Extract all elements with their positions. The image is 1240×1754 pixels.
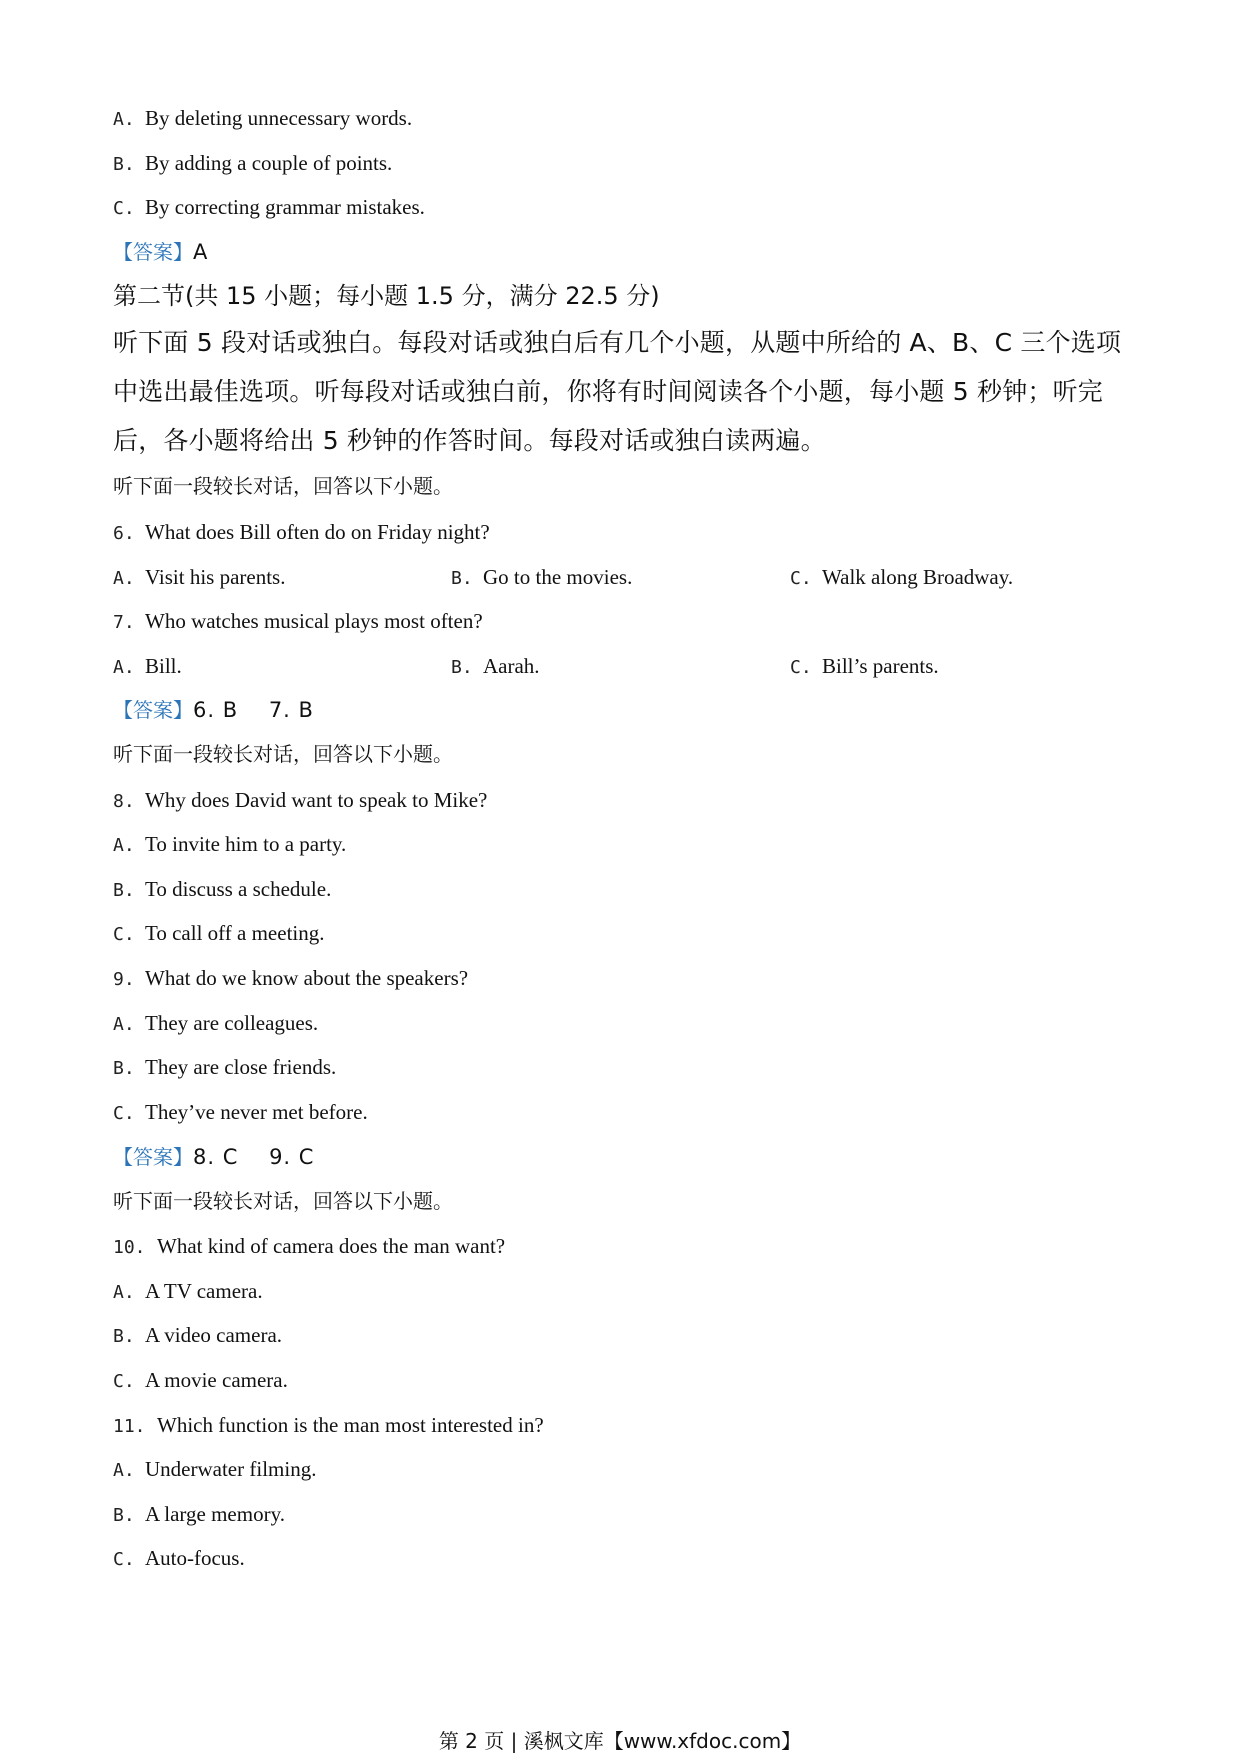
option-label: A.: [113, 835, 135, 856]
option-text: They are close friends.: [145, 1055, 337, 1079]
option-b: [113, 149, 392, 179]
q9-option-a: [113, 1009, 318, 1039]
option-text: Visit his parents.: [145, 565, 286, 589]
option-text: Auto-focus.: [145, 1546, 245, 1570]
option-text: They are colleagues.: [145, 1011, 319, 1035]
answer-line: [113, 238, 208, 266]
question-number: 11.: [113, 1416, 146, 1437]
option-text: Bill’s parents.: [822, 654, 939, 678]
q6-option-c: [790, 563, 1013, 593]
q7-option-a: [113, 652, 182, 682]
option-label: C.: [113, 1549, 135, 1570]
question-text: Which function is the man most interested in?: [157, 1413, 544, 1437]
q11-option-a: [113, 1455, 316, 1485]
answer-line: [113, 1143, 314, 1171]
q7-option-b: [451, 652, 540, 682]
option-text: A video camera.: [145, 1323, 283, 1347]
option-text: To call off a meeting.: [145, 921, 325, 945]
q8-option-b: [113, 875, 331, 905]
option-label: C.: [113, 1371, 135, 1392]
q8-option-c: [113, 919, 325, 949]
q10-option-a: [113, 1277, 263, 1307]
question-number: 7.: [113, 612, 135, 633]
option-label: B.: [113, 154, 135, 175]
option-text: To discuss a schedule.: [145, 877, 332, 901]
option-text: By correcting grammar mistakes.: [145, 195, 425, 219]
option-text: They’ve never met before.: [145, 1100, 368, 1124]
answer-value: 6. B 7. B: [193, 698, 314, 722]
question-number: 10.: [113, 1237, 146, 1258]
section-title: 第二节(共 15 小题；每小题 1.5 分，满分 22.5 分): [113, 282, 660, 310]
q11-option-b: [113, 1500, 285, 1530]
option-text: Walk along Broadway.: [822, 565, 1014, 589]
answer-value: 8. C 9. C: [193, 1145, 315, 1169]
q9-option-b: [113, 1053, 336, 1083]
q9-option-c: [113, 1098, 368, 1128]
q6-option-b: [451, 563, 632, 593]
option-label: C.: [113, 198, 135, 219]
section-instructions: 听下面 5 段对话或独白。每段对话或独白后有几个小题，从题中所给的 A、B、C 三个选项中选出最佳选项。听每段对话或独白前，你将有时间阅读各个小题，每小题 5 秒钟；听完后，各小题将给出 5 秒钟的作答时间。每段对话或独白读两遍。: [113, 328, 1122, 455]
sub-instruction: 听下面一段较长对话，回答以下小题。: [113, 742, 453, 766]
question-number: 8.: [113, 791, 135, 812]
option-label: A.: [113, 109, 135, 130]
answer-tag: 【答案】: [113, 698, 193, 722]
answer-tag: 【答案】: [113, 240, 193, 264]
answer-value: A: [193, 240, 209, 264]
question-7: [113, 607, 483, 637]
option-label: A.: [113, 568, 135, 589]
q8-option-a: [113, 830, 346, 860]
option-label: A.: [113, 657, 135, 678]
question-text: Why does David want to speak to Mike?: [145, 788, 488, 812]
option-text: Underwater filming.: [145, 1457, 317, 1481]
question-text: What does Bill often do on Friday night?: [145, 520, 490, 544]
option-label: B.: [113, 1505, 135, 1526]
question-text: Who watches musical plays most often?: [145, 609, 483, 633]
option-text: Go to the movies.: [483, 565, 633, 589]
option-text: Bill.: [145, 654, 182, 678]
option-text: A movie camera.: [145, 1368, 288, 1392]
answer-tag: 【答案】: [113, 1145, 193, 1169]
option-text: Aarah.: [483, 654, 540, 678]
sub-instruction: 听下面一段较长对话，回答以下小题。: [113, 1189, 453, 1213]
option-label: B.: [113, 880, 135, 901]
option-label: A.: [113, 1460, 135, 1481]
option-c: [113, 193, 425, 223]
q7-option-c: [790, 652, 939, 682]
option-label: B.: [113, 1326, 135, 1347]
option-label: B.: [451, 568, 473, 589]
option-label: C.: [113, 1103, 135, 1124]
answer-line: [113, 696, 314, 724]
question-8: [113, 786, 487, 816]
question-10: [113, 1232, 505, 1262]
option-label: A.: [113, 1014, 135, 1035]
question-6: [113, 518, 490, 548]
q11-option-c: [113, 1544, 245, 1574]
option-text: By deleting unnecessary words.: [145, 106, 413, 130]
q6-option-a: [113, 563, 285, 593]
sub-instruction: 听下面一段较长对话，回答以下小题。: [113, 474, 453, 498]
question-text: What kind of camera does the man want?: [157, 1234, 506, 1258]
option-label: B.: [451, 657, 473, 678]
question-text: What do we know about the speakers?: [145, 966, 469, 990]
question-11: [113, 1411, 544, 1441]
question-9: [113, 964, 468, 994]
option-label: C.: [113, 924, 135, 945]
option-label: A.: [113, 1282, 135, 1303]
q10-option-c: [113, 1366, 288, 1396]
option-a: [113, 104, 412, 134]
page-footer: 第 2 页 | 溪枫文库【www.xfdoc.com】: [438, 1729, 802, 1753]
question-number: 6.: [113, 523, 135, 544]
q10-option-b: [113, 1321, 282, 1351]
question-number: 9.: [113, 969, 135, 990]
option-text: A TV camera.: [145, 1279, 263, 1303]
option-text: By adding a couple of points.: [145, 151, 393, 175]
option-label: C.: [790, 568, 812, 589]
option-label: B.: [113, 1058, 135, 1079]
option-text: A large memory.: [145, 1502, 285, 1526]
option-label: C.: [790, 657, 812, 678]
option-text: To invite him to a party.: [145, 832, 347, 856]
